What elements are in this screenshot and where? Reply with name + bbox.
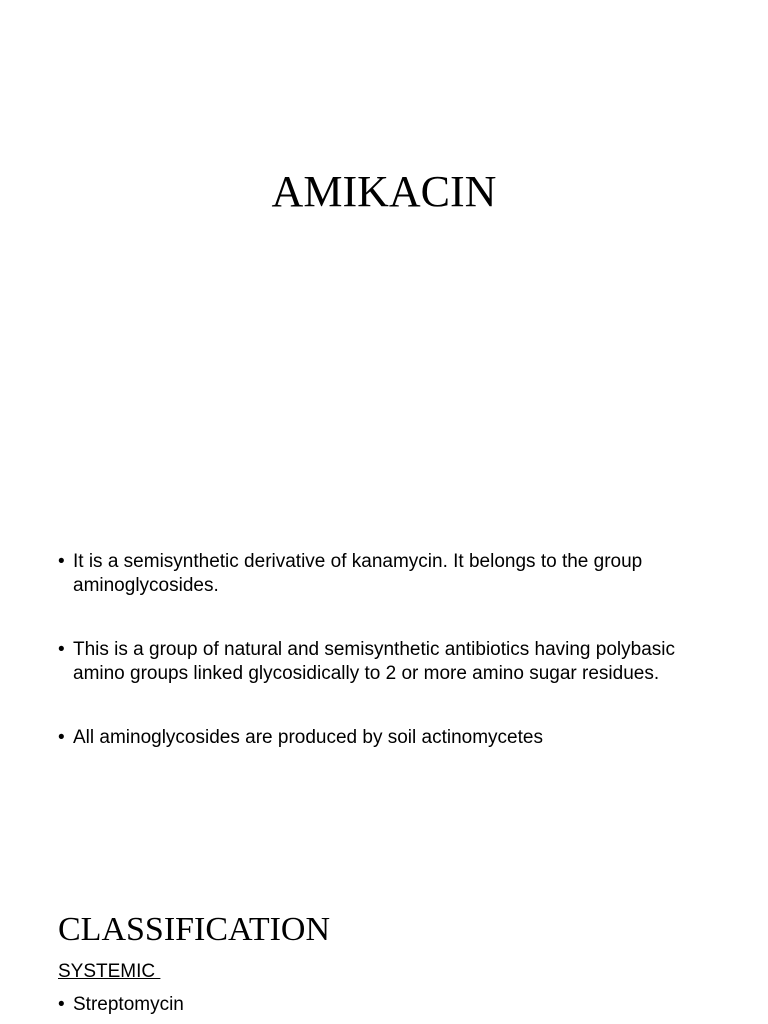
bullet-icon: •	[58, 639, 65, 660]
bullet-item	[58, 726, 718, 750]
bullet-icon: •	[58, 994, 65, 1015]
bullet-text: This is a group of natural and semisynthetic antibiotics having polybasic amino groups linked glycosidically to 2 or more amino sugar residues.	[73, 639, 675, 684]
bullet-item	[58, 638, 718, 686]
systemic-subheading: SYSTEMIC	[58, 961, 161, 982]
slide-title: AMIKACIN	[271, 167, 497, 216]
classification-item	[58, 993, 184, 1017]
classification-list	[58, 993, 184, 1017]
bullet-icon: •	[58, 727, 65, 748]
bullet-text: All aminoglycosides are produced by soil actinomycetes	[73, 727, 543, 748]
classification-heading: CLASSIFICATION	[58, 911, 331, 948]
classification-item-text: Streptomycin	[73, 994, 184, 1015]
bullet-icon: •	[58, 551, 65, 572]
bullet-text: It is a semisynthetic derivative of kanamycin. It belongs to the group aminoglycosides.	[73, 551, 643, 596]
bullet-item	[58, 550, 718, 598]
intro-bullet-list	[58, 550, 718, 790]
